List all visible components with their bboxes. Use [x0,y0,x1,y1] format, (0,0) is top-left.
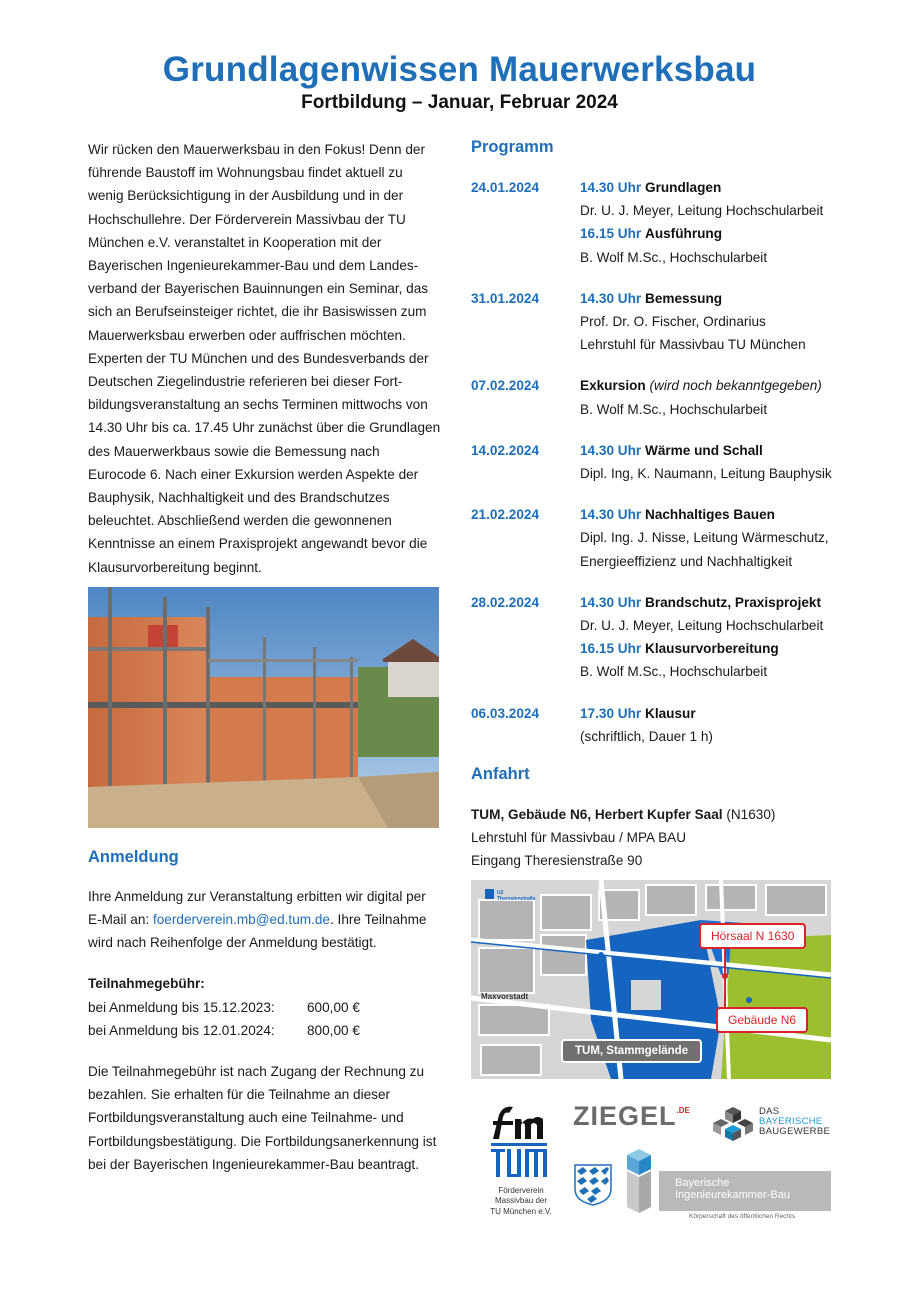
fee-value: 600,00 € [307,999,360,1015]
program-entry [471,439,841,485]
program-time: 14.30 Uhr [580,507,642,523]
right-column [471,138,841,1219]
program-topic: Exkursion [580,378,646,394]
program-speaker: B. Wolf M.Sc., Hochschularbeit [580,401,768,417]
program-topic: Bemessung [645,290,723,306]
location-name: TUM, Gebäude N6, Herbert Kupfer Saal [471,807,723,823]
intro-line: beleuchtet. Abschließend werden die gewonnenen [88,513,392,529]
intro-line: Eurocode 6. Nach einer Exkursion werden Aspekte der [88,466,419,482]
bayika-text-line: Bayerische [675,1176,730,1189]
left-column [88,138,450,1176]
program-speaker: Dr. U. J. Meyer, Leitung Hochschularbeit [580,203,824,219]
fee-row [88,1019,450,1042]
fee-note-line: Fortbildungsbestätigung. Die Fortbildungsanerkennung ist [88,1133,437,1149]
program-topic: Wärme und Schall [645,442,763,458]
anmeldung-line [88,908,450,931]
bayika-text-line: Ingenieurekammer-Bau [675,1188,790,1201]
ziegel-logo [573,1101,688,1141]
intro-line: Experten der TU München und des Bundesverbands der [88,350,429,366]
program-time: 14.30 Uhr [580,594,642,610]
program-time: 14.30 Uhr [580,180,642,195]
bbg-text-line: BAYERISCHE [759,1115,823,1127]
anfahrt-address [471,803,841,873]
address-line: Lehrstuhl für Massivbau / MPA BAU [471,830,687,846]
fee-note-line: Die Teilnahmegebühr ist nach Zugang der Rechnung zu [88,1064,425,1080]
fee-value: 800,00 € [307,1022,360,1038]
intro-line: 14.30 Uhr bis ca. 17.45 Uhr zunächst über die Grundlagen [88,420,441,436]
program-date: 06.03.2024 [471,705,540,721]
map-callout-hall: Hörsaal N 1630 [699,923,806,949]
email-link[interactable]: foerderverein.mb@ed.tum.de [152,912,330,928]
intro-line: führende Baustoff im Wohnungsbau findet aktuell zu [88,165,403,181]
anmeldung-line: wird nach Reihenfolge der Anmeldung bestätigt. [88,935,377,951]
bayika-logo [573,1149,833,1220]
baugewerbe-logo [711,1105,836,1145]
cube-pattern-icon [711,1105,755,1147]
sponsor-logos [471,1089,841,1219]
map-label-area: Maxvorstadt [481,991,529,1001]
bbg-text-line: DAS [759,1105,780,1117]
intro-text [88,138,450,579]
program-entry [471,374,841,420]
fm-text-line: Förderverein [498,1185,544,1195]
email-prefix: E-Mail an: [88,912,153,928]
program-topic: Nachhaltiges Bauen [645,507,775,523]
map-station-label: U2 Theresienstraße [497,889,536,902]
intro-line: Hochschullehre. Der Förderverein Massivbau der TU [88,211,406,227]
program-topic: Klausurvorbereitung [645,641,779,657]
bavaria-crest-icon [573,1163,613,1207]
program-speaker: Prof. Dr. O. Fischer, Ordinarius [580,314,766,330]
program-time: 16.15 Uhr [580,641,642,657]
program-note: (wird noch bekanntgegeben) [649,378,822,394]
program-date: 24.01.2024 [471,180,540,195]
map-label-campus: TUM, Stammgelände [561,1039,702,1063]
program-speaker: Dipl. Ing. J. Nisse, Leitung Wärmeschutz, [580,530,829,546]
program-time: 16.15 Uhr [580,226,642,242]
program-entry [471,287,841,357]
program-topic: Klausur [645,705,696,721]
construction-site-photo [88,587,439,828]
fee-heading: Teilnahmegebühr: [88,976,205,992]
fm-tum-icon [481,1101,561,1181]
program-time: 14.30 Uhr [580,290,642,306]
intro-line: Bayerischen Ingenieurekammer-Bau und dem Landes- [88,258,419,274]
program-date: 28.02.2024 [471,594,540,610]
fm-text-line: TU München e.V. [490,1206,552,1216]
program-date: 31.01.2024 [471,290,540,306]
fee-label: bei Anmeldung bis 12.01.2024: [88,1022,275,1038]
program-speaker: Energieeffizienz und Nachhaltigkeit [580,553,793,569]
intro-line: Kenntnisse an einem Praxisprojekt angewandt bevor die [88,536,428,552]
fm-text-line: Massivbau der [494,1196,548,1206]
program-topic: Ausführung [645,226,723,242]
page-subtitle: Fortbildung – Januar, Februar 2024 [301,92,618,113]
intro-line: wenig Berücksichtigung in der Ausbildung und in der [88,188,404,204]
program-entry [471,176,841,269]
program-speaker: Lehrstuhl für Massivbau TU München [580,337,806,353]
program-topic: Brandschutz, Praxisprojekt [645,594,822,610]
program-date: 21.02.2024 [471,507,540,523]
cube-stack-icon [617,1149,661,1215]
email-suffix: . Ihre Teilnahme [329,912,427,928]
program-topic: Grundlagen [645,180,722,195]
program-entry [471,702,841,748]
intro-line: Wir rücken den Mauerwerksbau in den Fokus! Denn der [88,142,425,157]
program-time: 14.30 Uhr [580,442,642,458]
program-entry [471,503,841,573]
program-speaker: Dipl. Ing, K. Naumann, Leitung Bauphysik [580,466,832,482]
intro-line: München e.V. veranstaltet in Kooperation mit der [88,234,382,250]
fee-note-line: bezahlen. Sie erhalten für die Teilnahme an dieser [88,1087,391,1103]
programm-heading: Programm [471,138,554,156]
fee-note-line: Fortbildungsveranstaltung auch eine Teilnahme- und [88,1110,404,1126]
program-speaker: (schriftlich, Dauer 1 h) [580,728,713,744]
program-time: 17.30 Uhr [580,705,642,721]
ziegel-text: ZIEGEL [573,1100,677,1131]
intro-line: Deutschen Ziegelindustrie referieren bei dieser Fort- [88,374,403,390]
program-speaker: B. Wolf M.Sc., Hochschularbeit [580,249,768,265]
fee-label: bei Anmeldung bis 15.12.2023: [88,999,275,1015]
program-speaker: Dr. U. J. Meyer, Leitung Hochschularbeit [580,618,824,634]
program-date: 14.02.2024 [471,442,540,458]
intro-line: sich an Berufseinsteiger richtet, die ihr Basiswissen zum [88,304,427,320]
fee-note-line: bei der Bayerischen Ingenieurekammer-Bau beantragt. [88,1156,419,1172]
foerderverein-logo [481,1101,561,1216]
program-entry [471,591,841,684]
program-speaker: B. Wolf M.Sc., Hochschularbeit [580,664,768,680]
bayika-subtext: Körperschaft des öffentlichen Rechts [689,1212,796,1220]
ziegel-de: .DE [676,1105,690,1115]
intro-line: verband der Bayerischen Bauinnungen ein Seminar, das [88,281,429,297]
program-date: 07.02.2024 [471,378,540,394]
intro-line: Klausurvorbereitung beginnt. [88,559,262,575]
bbg-text-line: BAUGEWERBE [759,1125,831,1137]
address-line: Eingang Theresienstraße 90 [471,853,643,869]
anmeldung-text [88,885,450,955]
campus-map[interactable] [471,880,831,1079]
page-title: Grundlagenwissen Mauerwerksbau [162,50,757,89]
fee-row [88,996,450,1019]
anfahrt-heading: Anfahrt [471,765,530,784]
intro-line: Bauphysik, Nachhaltigkeit und des Brandschutzes [88,490,390,506]
intro-line: Mauerwerksbau erwerben oder auffrischen möchten. [88,327,406,343]
fee-notes [88,1060,450,1176]
anmeldung-heading: Anmeldung [88,847,179,866]
anmeldung-line: Ihre Anmeldung zur Veranstaltung erbitten wir digital per [88,888,426,904]
location-room: (N1630) [722,807,776,823]
intro-line: bildungsveranstaltung an sechs Terminen mittwochs von [88,397,428,413]
intro-line: des Mauerwerkbaus sowie die Bemessung nach [88,443,380,459]
map-callout-building: Gebäude N6 [716,1007,808,1033]
